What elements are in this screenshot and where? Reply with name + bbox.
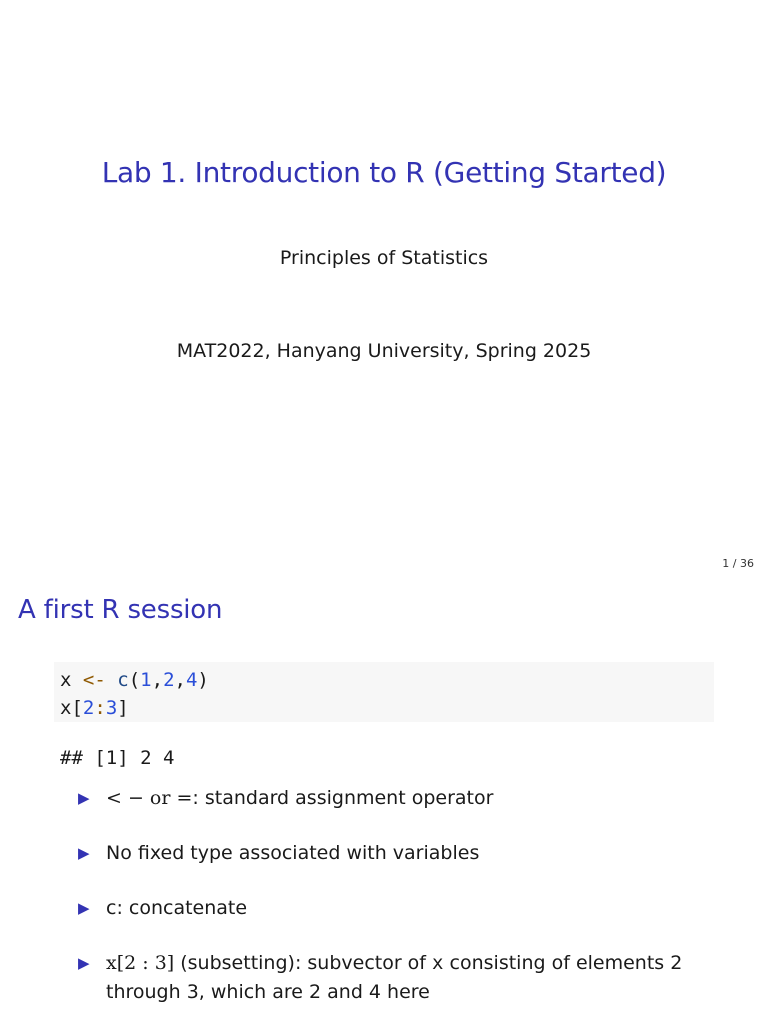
code-comma: , — [151, 669, 164, 691]
code-number: 1 — [140, 669, 152, 691]
code-line-1 — [60, 666, 708, 694]
subsetting-expression: x[2 : 3] — [106, 952, 175, 974]
code-output: ## [1] 2 4 — [60, 747, 175, 769]
code-number: 2 — [82, 697, 95, 719]
code-line-2 — [60, 694, 708, 722]
code-assign-operator: <- — [82, 669, 106, 691]
frame-title: A first R session — [18, 595, 223, 625]
bullet-text: (subsetting): subvector of — [174, 952, 433, 974]
presentation-subtitle: Principles of Statistics — [279, 247, 489, 269]
code-colon-operator: : — [94, 697, 106, 719]
course-info: MAT2022, Hanyang University, Spring 2025 — [176, 340, 592, 362]
bullet-item-types — [78, 839, 718, 868]
code-paren-open: ( — [128, 669, 141, 691]
code-function: c — [117, 669, 129, 691]
content-slide — [0, 576, 768, 1024]
inline-code: x — [432, 952, 444, 974]
page-number: 1 / 36 — [722, 557, 754, 570]
triangle-bullet-icon: ▶ — [78, 899, 90, 917]
code-number: 4 — [185, 669, 198, 691]
code-bracket-close: ] — [117, 697, 129, 719]
triangle-bullet-icon: ▶ — [78, 844, 90, 862]
presentation-title: Lab 1. Introduction to R (Getting Started) — [101, 156, 667, 189]
bullet-item-subsetting — [78, 949, 718, 1007]
assignment-operators: < − or = — [106, 787, 193, 809]
bullet-text: : standard assignment operator — [192, 787, 494, 809]
bullet-text: No fixed type associated with variables — [106, 842, 480, 864]
triangle-bullet-icon: ▶ — [78, 954, 90, 972]
bullet-list — [78, 784, 718, 1033]
code-number: 2 — [163, 669, 175, 691]
code-var: x — [60, 697, 72, 719]
bullet-text: consisting of elements 2 through 3, which are 2 and 4 here — [106, 952, 683, 1003]
code-block — [54, 662, 714, 722]
code-paren-close: ) — [197, 669, 209, 691]
code-bracket-open: [ — [71, 697, 83, 719]
code-comma: , — [174, 669, 186, 691]
triangle-bullet-icon: ▶ — [78, 789, 90, 807]
bullet-item-concatenate — [78, 894, 718, 923]
code-number: 3 — [105, 697, 118, 719]
code-var: x — [60, 669, 72, 691]
bullet-item-assignment — [78, 784, 718, 813]
bullet-text: c: concatenate — [106, 897, 248, 919]
